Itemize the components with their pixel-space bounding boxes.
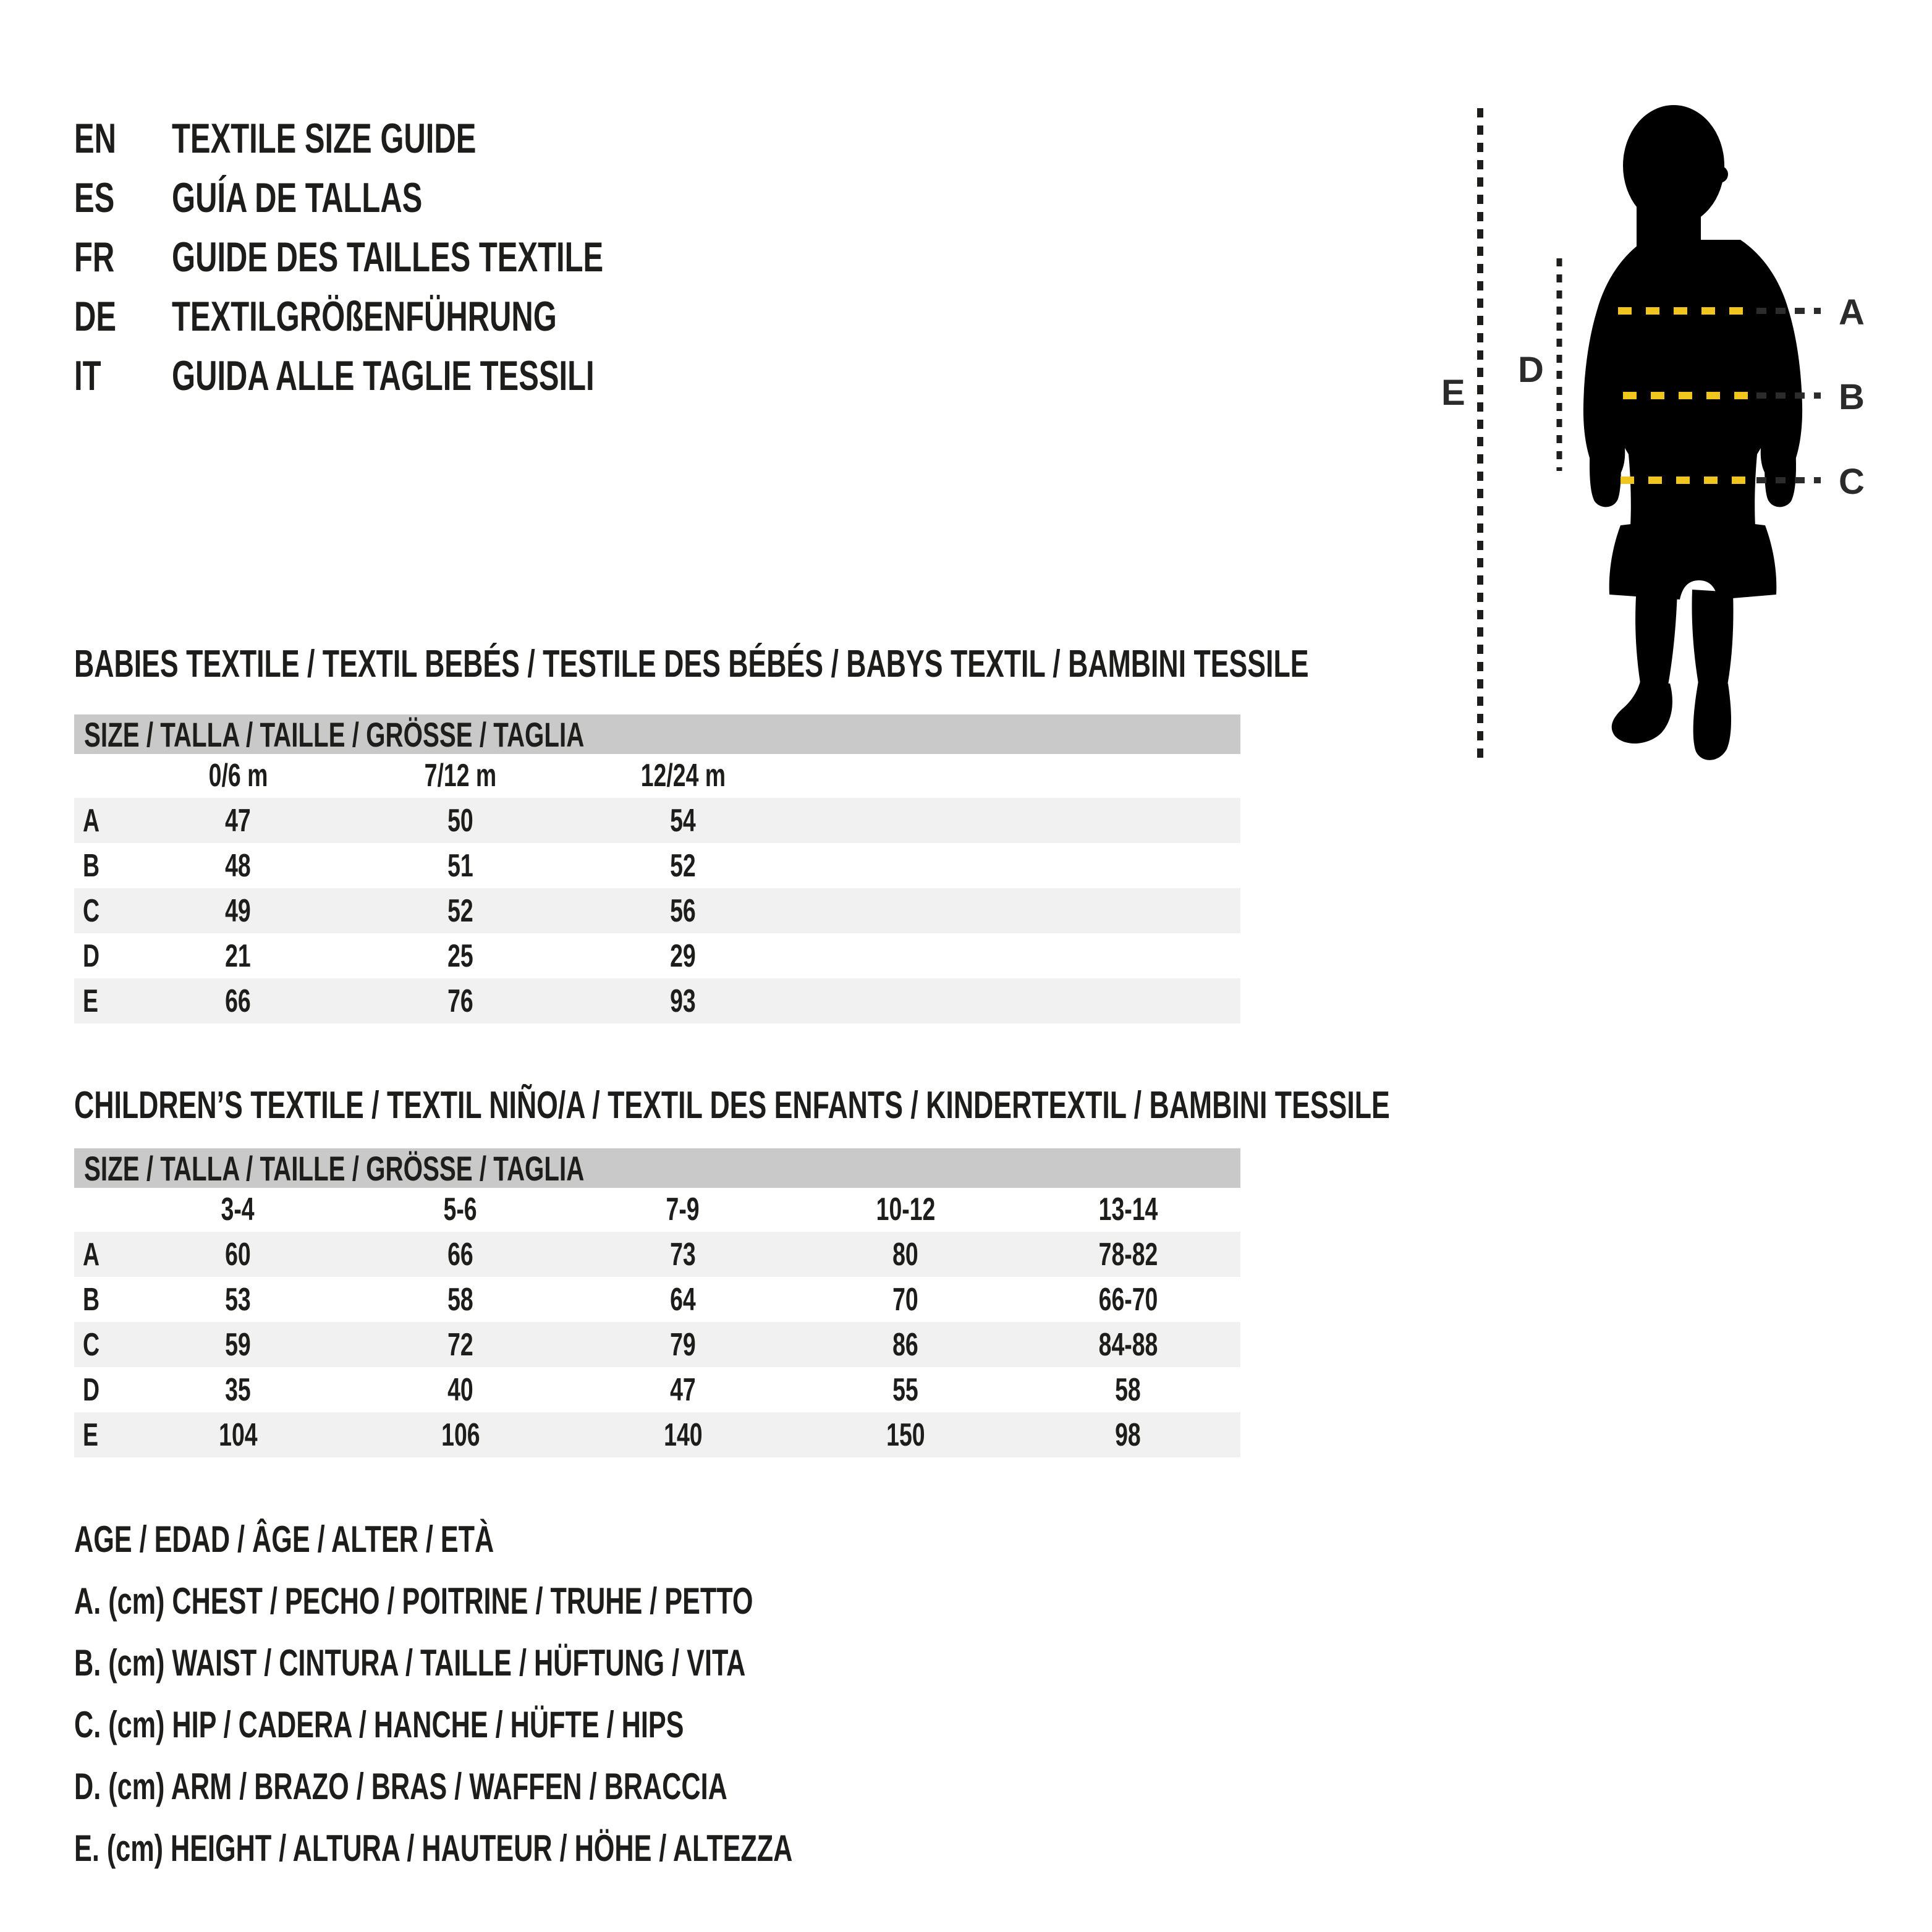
table-row <box>74 1367 1240 1412</box>
cell-value: 86 <box>892 1326 918 1363</box>
row-label: B <box>83 847 100 884</box>
legend-chest <box>74 1570 1072 1632</box>
babies-col-2: 12/24 m <box>640 757 726 794</box>
row-label: A <box>83 1236 100 1273</box>
lang-title-it: GUIDA ALLE TAGLIE TESSILI <box>172 352 595 399</box>
legend-age-text: AGE / EDAD / ÂGE / ALTER / ETÀ <box>74 1518 494 1560</box>
children-section-title <box>74 1083 1902 1127</box>
cell-value: 66-70 <box>1098 1281 1158 1318</box>
lang-title-es: GUÍA DE TALLAS <box>172 174 423 221</box>
lang-code-fr: FR <box>74 234 115 281</box>
cell-value: 70 <box>892 1281 918 1318</box>
children-col-1: 5-6 <box>443 1191 478 1227</box>
label-b: B <box>1839 377 1865 417</box>
lang-row-es <box>74 168 771 227</box>
children-col-0: 3-4 <box>221 1191 255 1227</box>
cell-value: 80 <box>892 1236 918 1273</box>
cell-value: 55 <box>892 1371 918 1408</box>
children-size-header-text: SIZE / TALLA / TAILLE / GRÖSSE / TAGLIA <box>84 1148 585 1188</box>
cell-value: 35 <box>225 1371 251 1408</box>
legend-arm-text: D. (cm) ARM / BRAZO / BRAS / WAFFEN / BRACCIA <box>74 1765 727 1807</box>
babies-size-header-bar <box>74 714 1240 754</box>
cell-value: 29 <box>670 938 696 974</box>
table-row <box>74 1232 1240 1277</box>
children-table <box>74 1187 1240 1457</box>
cell-value: 72 <box>447 1326 473 1363</box>
table-row <box>74 843 1240 888</box>
table-row <box>74 798 1240 843</box>
children-col-3: 10-12 <box>876 1191 935 1227</box>
children-column-header-row <box>74 1187 1240 1232</box>
cell-value: 47 <box>225 802 251 839</box>
babies-size-header-text: SIZE / TALLA / TAILLE / GRÖSSE / TAGLIA <box>84 714 585 754</box>
table-row <box>74 1322 1240 1367</box>
lang-row-en <box>74 109 771 168</box>
babies-section-title <box>74 642 1789 686</box>
cell-value: 40 <box>447 1371 473 1408</box>
cell-value: 140 <box>663 1417 703 1453</box>
row-label: D <box>83 938 100 974</box>
cell-value: 79 <box>670 1326 696 1363</box>
cell-value: 98 <box>1115 1417 1141 1453</box>
lang-code-it: IT <box>74 352 101 399</box>
measurement-legend <box>74 1508 1072 1879</box>
cell-value: 150 <box>886 1417 925 1453</box>
babies-table <box>74 753 1240 1023</box>
language-title-list <box>74 109 771 405</box>
cell-value: 49 <box>225 892 251 929</box>
legend-hip <box>74 1693 1072 1755</box>
cell-value: 48 <box>225 847 251 884</box>
table-row <box>74 1412 1240 1457</box>
cell-value: 56 <box>670 892 696 929</box>
table-row <box>74 978 1240 1023</box>
row-label: E <box>83 1417 98 1453</box>
cell-value: 25 <box>447 938 473 974</box>
cell-value: 66 <box>225 983 251 1019</box>
row-label: C <box>83 892 100 929</box>
cell-value: 84-88 <box>1098 1326 1158 1363</box>
cell-value: 59 <box>225 1326 251 1363</box>
children-col-2: 7-9 <box>666 1191 700 1227</box>
cell-value: 64 <box>670 1281 696 1318</box>
cell-value: 58 <box>1115 1371 1141 1408</box>
row-label: C <box>83 1326 100 1363</box>
row-label: B <box>83 1281 100 1318</box>
lang-title-de: TEXTILGRÖßENFÜHRUNG <box>172 293 557 340</box>
legend-arm <box>74 1755 1072 1817</box>
label-c: C <box>1839 462 1865 502</box>
babies-section-title-text: BABIES TEXTILE / TEXTIL BEBÉS / TESTILE DES BÉBÉS / BABYS TEXTIL / BAMBINI TESSILE <box>74 642 1309 685</box>
legend-waist-text: B. (cm) WAIST / CINTURA / TAILLE / HÜFTUNG / VITA <box>74 1642 746 1684</box>
cell-value: 47 <box>670 1371 696 1408</box>
row-label: D <box>83 1371 100 1408</box>
cell-value: 52 <box>447 892 473 929</box>
label-e: E <box>1441 373 1465 413</box>
cell-value: 104 <box>218 1417 258 1453</box>
cell-value: 73 <box>670 1236 696 1273</box>
table-row <box>74 933 1240 978</box>
cell-value: 54 <box>670 802 696 839</box>
row-label: E <box>83 983 98 1019</box>
label-d: D <box>1518 350 1544 390</box>
cell-value: 51 <box>447 847 473 884</box>
lang-code-de: DE <box>74 293 117 340</box>
cell-value: 78-82 <box>1098 1236 1158 1273</box>
children-col-4: 13-14 <box>1098 1191 1158 1227</box>
children-size-header-bar <box>74 1148 1240 1188</box>
babies-col-0: 0/6 m <box>208 757 268 794</box>
cell-value: 53 <box>225 1281 251 1318</box>
cell-value: 58 <box>447 1281 473 1318</box>
legend-height-text: E. (cm) HEIGHT / ALTURA / HAUTEUR / HÖHE / ALTEZZA <box>74 1827 793 1869</box>
lang-row-it <box>74 346 771 405</box>
lang-row-fr <box>74 227 771 287</box>
legend-chest-text: A. (cm) CHEST / PECHO / POITRINE / TRUHE / PETTO <box>74 1580 753 1622</box>
babies-col-1: 7/12 m <box>424 757 497 794</box>
lang-code-en: EN <box>74 115 117 162</box>
cell-value: 76 <box>447 983 473 1019</box>
lang-title-en: TEXTILE SIZE GUIDE <box>172 115 477 162</box>
lang-row-de <box>74 287 771 346</box>
legend-age <box>74 1508 1072 1570</box>
cell-value: 50 <box>447 802 473 839</box>
lang-title-fr: GUIDE DES TAILLES TEXTILE <box>172 234 604 281</box>
cell-value: 66 <box>447 1236 473 1273</box>
row-label: A <box>83 802 100 839</box>
children-section-title-text: CHILDREN’S TEXTILE / TEXTIL NIÑO/A / TEXTIL DES ENFANTS / KINDERTEXTIL / BAMBINI TESSILE <box>74 1083 1390 1127</box>
legend-height <box>74 1817 1072 1879</box>
cell-value: 52 <box>670 847 696 884</box>
cell-value: 60 <box>225 1236 251 1273</box>
cell-value: 21 <box>225 938 251 974</box>
legend-hip-text: C. (cm) HIP / CADERA / HANCHE / HÜFTE / HIPS <box>74 1703 684 1745</box>
lang-code-es: ES <box>74 174 115 221</box>
label-a: A <box>1839 292 1865 333</box>
cell-value: 106 <box>441 1417 480 1453</box>
babies-column-header-row <box>74 753 1240 798</box>
cell-value: 93 <box>670 983 696 1019</box>
table-row <box>74 1277 1240 1322</box>
legend-waist <box>74 1632 1072 1693</box>
table-row <box>74 888 1240 933</box>
